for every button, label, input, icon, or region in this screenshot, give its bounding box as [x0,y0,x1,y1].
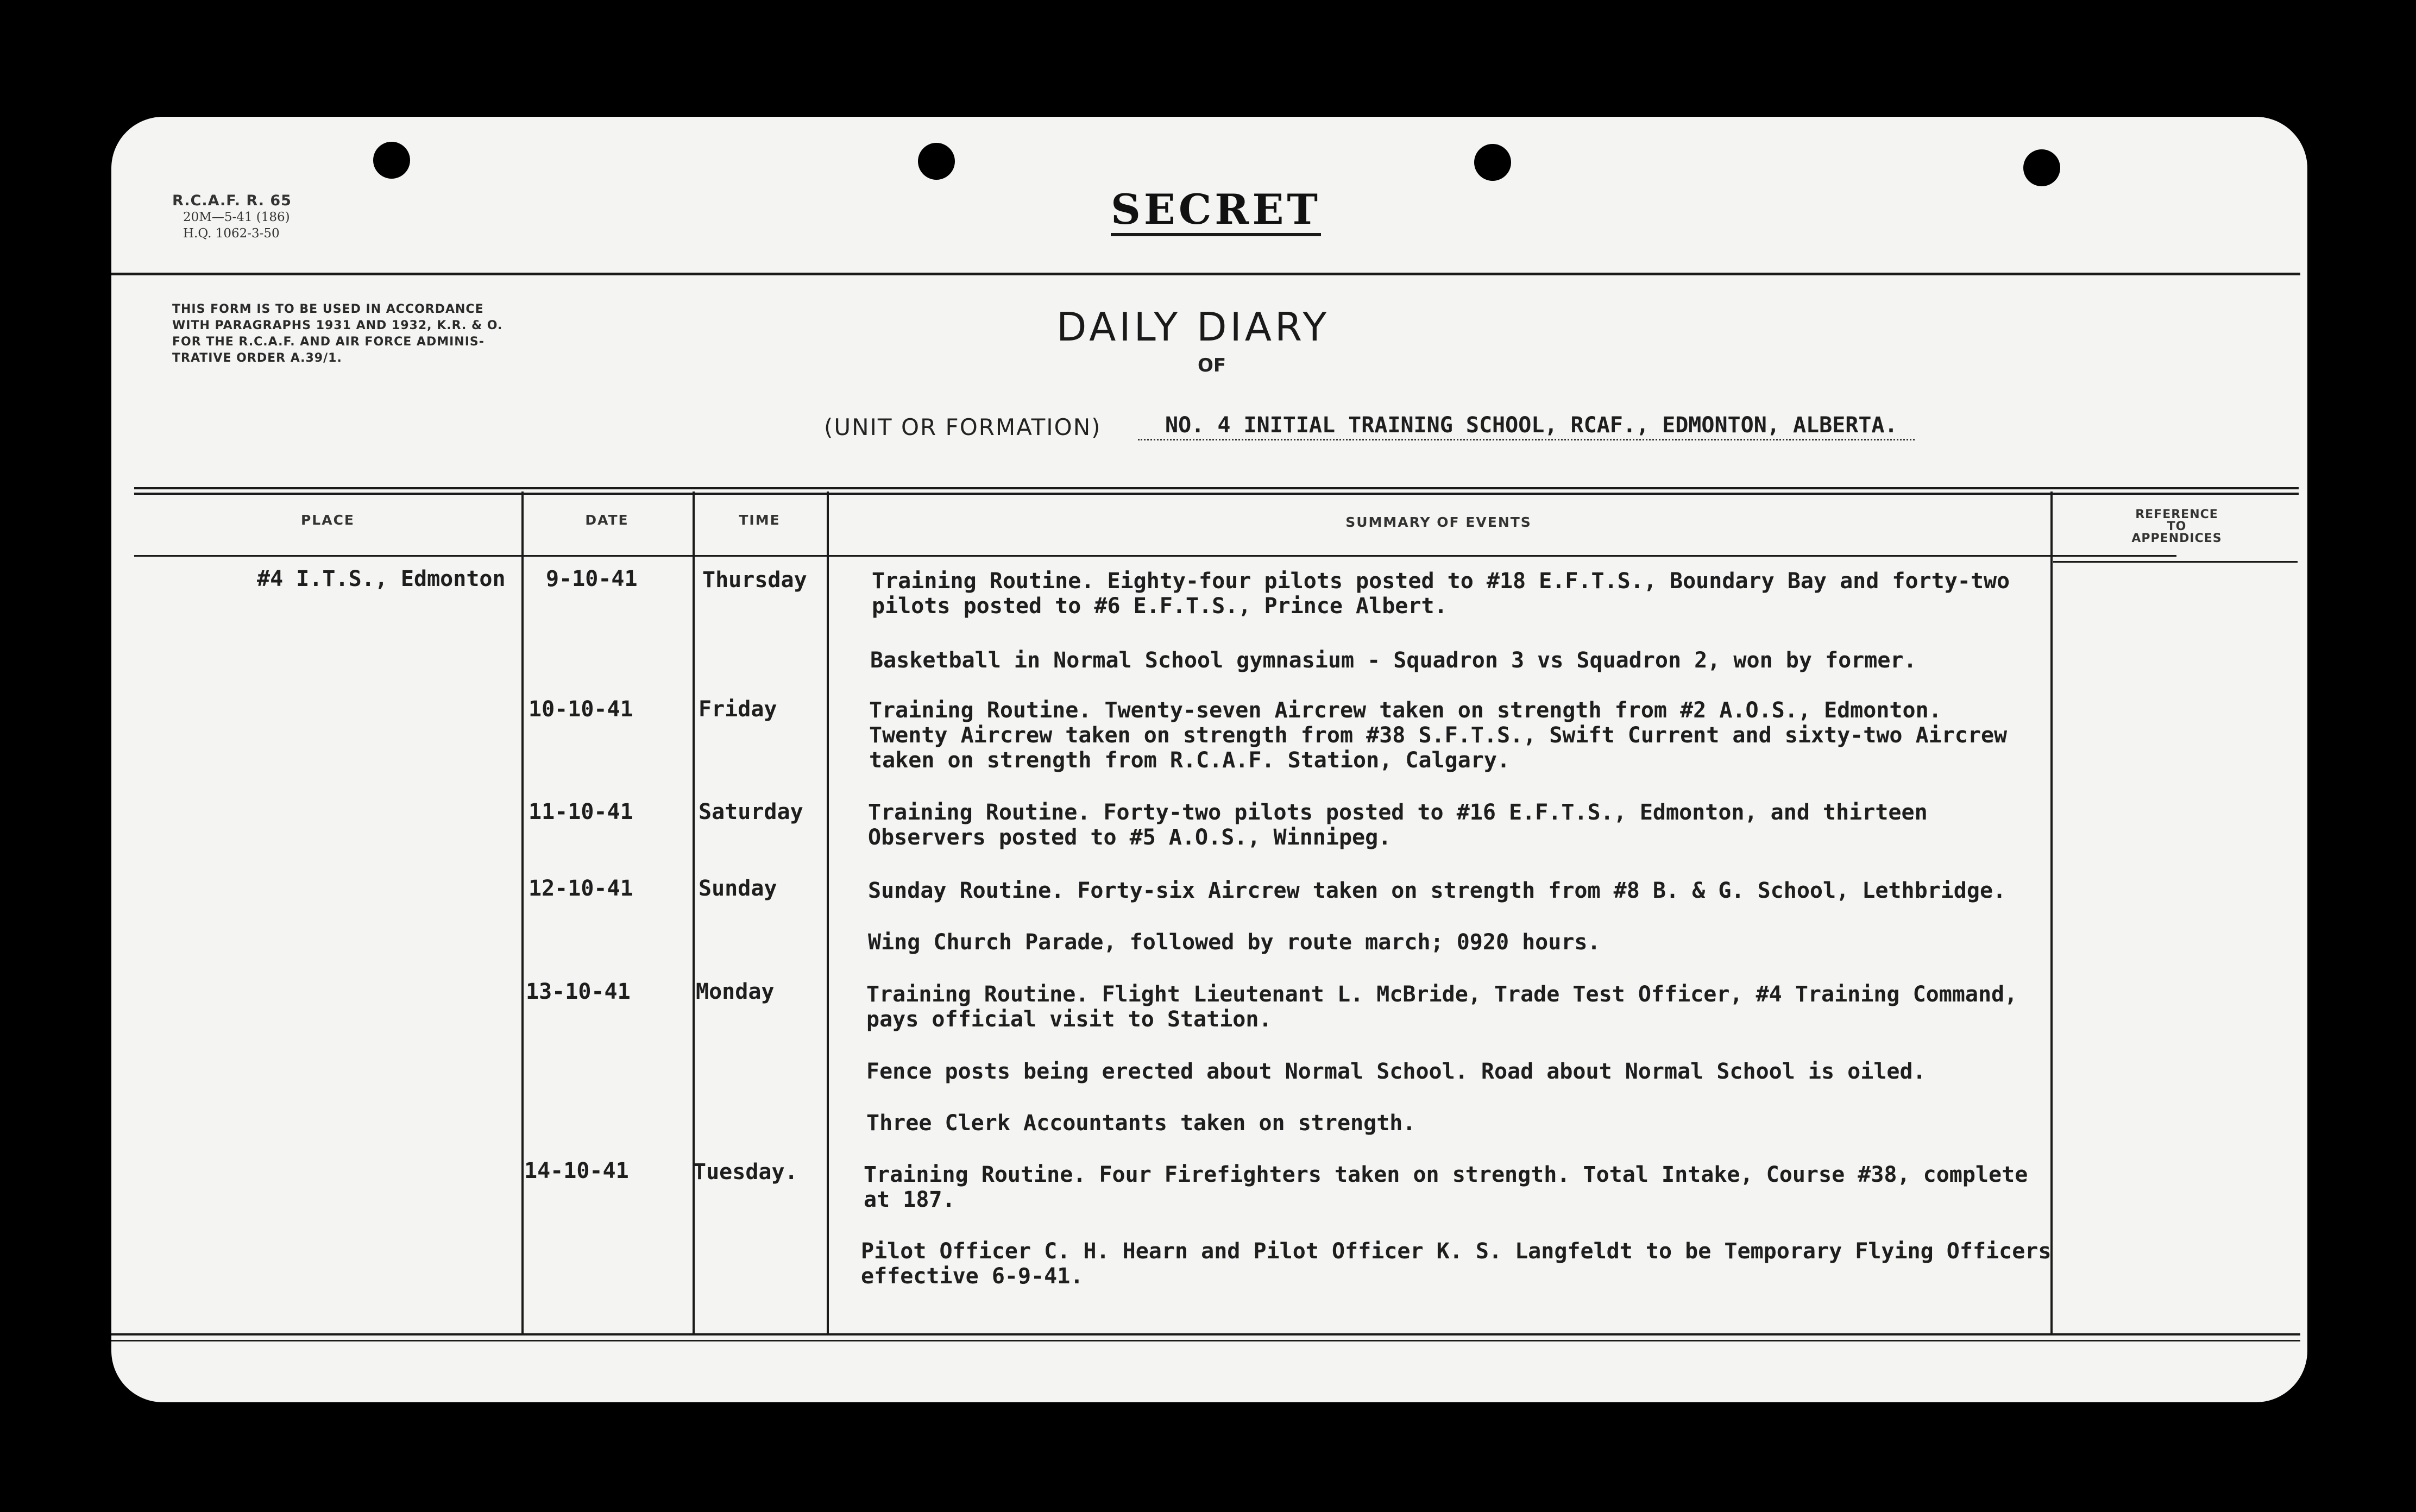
summary-line: pays official visit to Station. [866,1007,1272,1032]
unit-label: (UNIT OR FORMATION) [824,414,1102,440]
diary-form-card [111,117,2307,1402]
column-divider [2050,492,2053,1333]
date-cell: 13-10-41 [526,979,631,1004]
summary-line: pilots posted to #6 E.F.T.S., Prince Albert. [872,594,1448,619]
reference-header-rule [2053,561,2298,563]
column-header-time: TIME [739,512,781,528]
print-line: H.Q. 1062-3-50 [183,226,280,241]
column-divider [693,492,695,1333]
of-label: OF [1198,355,1226,376]
instruction-line: THIS FORM IS TO BE USED IN ACCORDANCE [172,303,484,316]
instruction-line: WITH PARAGRAPHS 1931 AND 1932, K.R. & O. [172,319,503,332]
header-divider [111,273,2300,275]
print-line: 20M—5-41 (186) [183,210,290,224]
day-cell: Thursday [702,568,807,593]
page-title: DAILY DIARY [1056,304,1330,350]
form-code-block [172,193,292,242]
summary-line: Twenty Aircrew taken on strength from #38 S.F.T.S., Swift Current and sixty-two Aircrew [869,723,2008,748]
place-cell: #4 I.T.S., Edmonton [257,566,506,591]
punch-hole [918,143,955,180]
form-code: R.C.A.F. R. 65 [172,192,292,209]
reference-header-line: REFERENCE [2135,508,2218,521]
summary-line: Three Clerk Accountants taken on strength. [866,1111,1416,1136]
date-cell: 10-10-41 [528,697,633,722]
summary-line: Training Routine. Twenty-seven Aircrew taken on strength from #2 A.O.S., Edmonton. [869,698,1942,723]
date-cell: 9-10-41 [546,566,638,591]
summary-line: Training Routine. Flight Lieutenant L. McBride, Trade Test Officer, #4 Training Command, [866,982,2018,1007]
instruction-line: TRATIVE ORDER A.39/1. [172,351,342,365]
summary-line: Training Routine. Eighty-four pilots posted to #18 E.F.T.S., Boundary Bay and forty-two [872,569,2010,594]
column-header-reference [2053,509,2300,545]
summary-line: Pilot Officer C. H. Hearn and Pilot Officer K. S. Langfeldt to be Temporary Flying Officers [861,1239,2052,1264]
day-cell: Friday [699,697,777,722]
summary-line: Wing Church Parade, followed by route march; 0920 hours. [868,930,1601,955]
summary-line: taken on strength from R.C.A.F. Station, Calgary. [869,748,1511,773]
column-divider [521,492,524,1333]
table-top-rule [134,487,2299,489]
day-cell: Saturday [699,799,803,824]
date-cell: 14-10-41 [524,1158,629,1183]
day-cell: Tuesday. [693,1160,798,1185]
unit-value: NO. 4 INITIAL TRAINING SCHOOL, RCAF., EDMONTON, ALBERTA. [1165,413,1898,438]
table-bottom-rule [111,1333,2300,1335]
summary-line: at 187. [864,1187,955,1212]
day-cell: Sunday [699,876,777,901]
table-bottom-rule [111,1340,2300,1341]
classification-heading: SECRET [1111,186,1321,236]
summary-line: Training Routine. Four Firefighters taken on strength. Total Intake, Course #38, complete [864,1162,2028,1187]
summary-line: Training Routine. Forty-two pilots posted to #16 E.F.T.S., Edmonton, and thirteen [868,800,1928,825]
column-header-date: DATE [585,512,629,528]
summary-line: Fence posts being erected about Normal School. Road about Normal School is oiled. [866,1059,1926,1084]
summary-line: Sunday Routine. Forty-six Aircrew taken on strength from #8 B. & G. School, Lethbridge. [868,878,2006,903]
summary-line: effective 6-9-41. [861,1264,1084,1289]
day-cell: Monday [696,979,775,1004]
date-cell: 11-10-41 [528,799,633,824]
column-header-summary: SUMMARY OF EVENTS [1345,514,1532,530]
instruction-line: FOR THE R.C.A.F. AND AIR FORCE ADMINIS- [172,335,485,349]
summary-line: Observers posted to #5 A.O.S., Winnipeg. [868,825,1392,850]
punch-hole [373,142,410,179]
column-header-place: PLACE [300,512,355,528]
summary-line: Basketball in Normal School gymnasium - Squadron 3 vs Squadron 2, won by former. [870,648,1917,673]
reference-header-line: APPENDICES [2131,532,2222,545]
table-top-rule [134,493,2299,495]
form-instructions [172,301,502,367]
punch-hole [2023,149,2060,186]
reference-header-line: TO [2167,520,2187,533]
unit-dotted-line [1138,439,1915,440]
column-header-rule [134,555,2176,557]
punch-hole [1474,144,1511,181]
column-divider [827,492,829,1333]
date-cell: 12-10-41 [528,876,633,901]
